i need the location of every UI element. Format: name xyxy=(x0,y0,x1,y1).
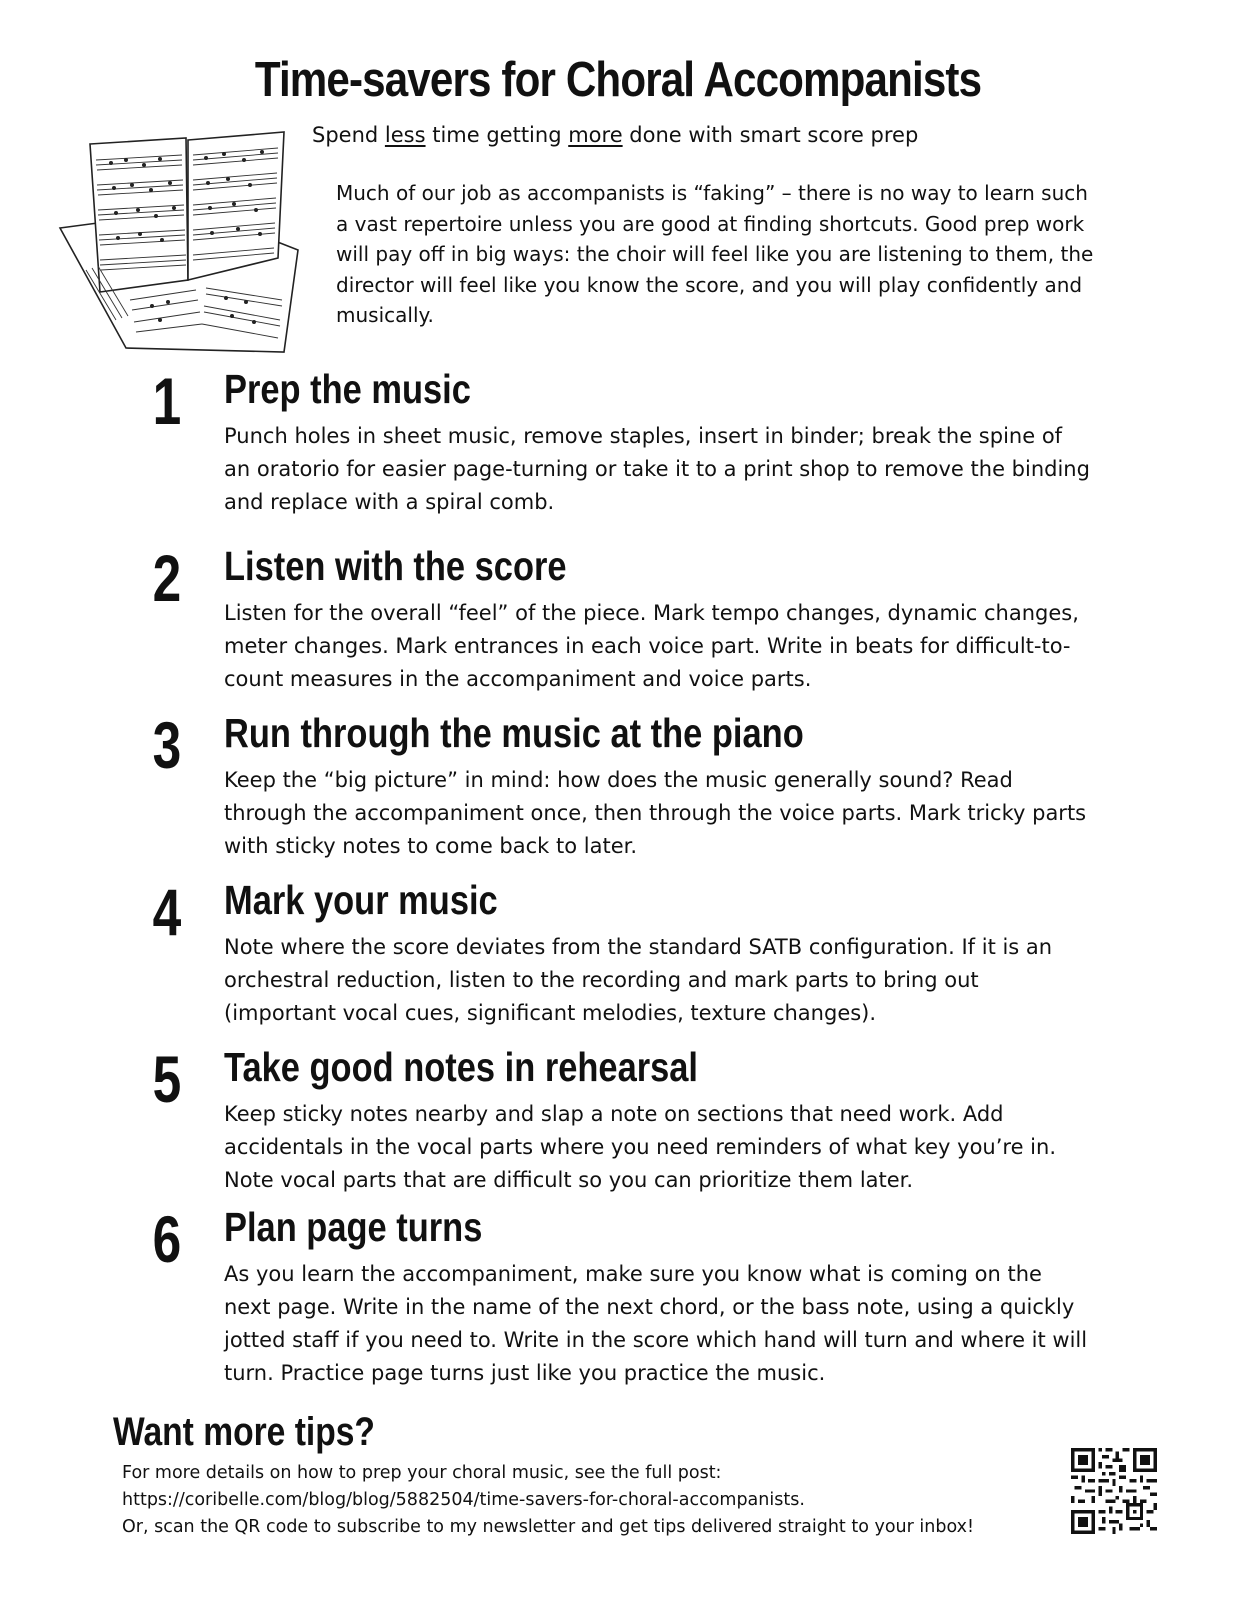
blog-post-link[interactable]: https://coribelle.com/blog/blog/5882504/time-savers-for-choral-accompanists. xyxy=(122,1490,805,1510)
more-tips-heading: Want more tips? xyxy=(113,1410,375,1454)
step-heading: Run through the music at the piano xyxy=(224,710,804,756)
step-heading: Prep the music xyxy=(224,366,471,412)
intro-paragraph: Much of our job as accompanists is “faking” – there is no way to learn such a vast repertoire unless you are good at finding shortcuts. Good prep work will pay off in big ways: the choir will feel like you are listening to them, the director will feel like you know the score, and you will play confidently and musically. xyxy=(336,181,1094,327)
subtitle-more: more xyxy=(568,123,623,147)
step-number: 2 xyxy=(152,541,182,615)
step-number: 3 xyxy=(152,708,182,782)
subtitle xyxy=(312,121,918,149)
subtitle-pre: Spend xyxy=(312,123,385,147)
step-body: Note where the score deviates from the standard SATB configuration. If it is an orchestral reduction, listen to the recording and mark parts to bring out (important vocal cues, significant melodies, texture changes). xyxy=(224,935,1053,1025)
step-heading: Plan page turns xyxy=(224,1204,483,1250)
step-body: Listen for the overall “feel” of the piece. Mark tempo changes, dynamic changes, meter changes. Mark entrances in each voice part. Write in beats for difficult-to-count measures in the accompaniment and voice parts. xyxy=(224,601,1079,691)
step-number: 1 xyxy=(152,364,182,438)
more-tips-line-3: Or, scan the QR code to subscribe to my newsletter and get tips delivered straight to your inbox! xyxy=(122,1517,974,1537)
step-body: Keep the “big picture” in mind: how does the music generally sound? Read through the accompaniment once, then through the voice parts. Mark tricky parts with sticky notes to come back to later. xyxy=(224,768,1087,858)
qr-code-icon xyxy=(1071,1448,1157,1534)
step-body: Keep sticky notes nearby and slap a note on sections that need work. Add accidentals in the vocal parts where you need reminders of what key you’re in. Note vocal parts that are difficult so you can prioritize them later. xyxy=(224,1102,1056,1192)
step-number: 4 xyxy=(152,875,182,949)
step-number: 6 xyxy=(152,1202,182,1276)
page-title: Time-savers for Choral Accompanists xyxy=(254,53,982,107)
step-heading: Take good notes in rehearsal xyxy=(224,1044,699,1090)
step-heading: Listen with the score xyxy=(224,543,567,589)
step-body: Punch holes in sheet music, remove staples, insert in binder; break the spine of an oratorio for easier page-turning or take it to a print shop to remove the binding and replace with a spiral comb. xyxy=(224,424,1090,514)
more-tips-line-1: For more details on how to prep your choral music, see the full post: xyxy=(122,1463,722,1483)
step-heading: Mark your music xyxy=(224,877,498,923)
subtitle-post: done with smart score prep xyxy=(622,123,919,147)
more-tips-text xyxy=(122,1460,1042,1541)
step-body: As you learn the accompaniment, make sure you know what is coming on the next page. Write in the name of the next chord, or the bass note, using a quickly jotted staff if you need to. Write in the score which hand will turn and where it will turn. Practice page turns just like you practice the music. xyxy=(224,1262,1088,1385)
sheet-music-sketch-icon xyxy=(56,130,306,360)
subtitle-mid: time getting xyxy=(425,123,569,147)
subtitle-less: less xyxy=(384,123,426,147)
step-number: 5 xyxy=(152,1042,182,1116)
